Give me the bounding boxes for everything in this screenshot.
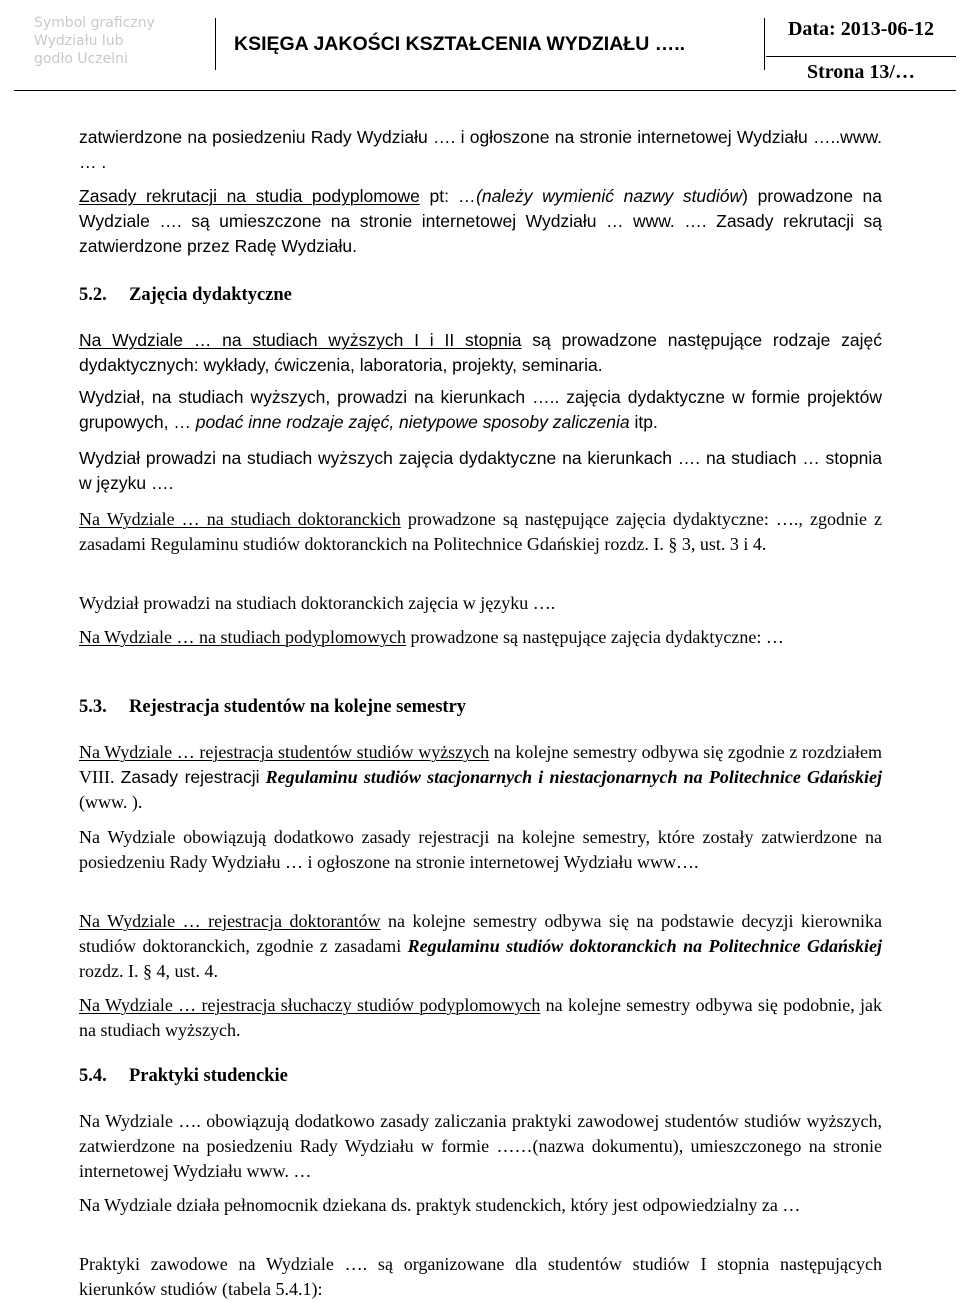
underlined-text: Na Wydziale … rejestracja słuchaczy studiów podyplomowych: [79, 995, 541, 1015]
section-number: 5.2.: [79, 285, 107, 305]
italic-text: podać inne rodzaje zajęć, nietypowe sposoby zaliczenia: [195, 412, 630, 432]
text: Wydział, na studiach wyższych, prowadzi na kierunkach ….. zajęcia dydaktyczne w formie projektów grupowych, …: [79, 387, 882, 432]
paragraph: [79, 328, 882, 378]
section-number: 5.4.: [79, 1066, 107, 1086]
section-heading: [79, 283, 882, 308]
section-title: Zajęcia dydaktyczne: [129, 285, 292, 305]
text: na kolejne semestry odbywa się na podstawie decyzji kierownika studiów doktoranckich, zgodnie z zasadami: [79, 911, 883, 956]
logo-line: Wydziału lub: [34, 33, 124, 49]
paragraph-text: Wydział prowadzi na studiach doktoranckich zajęcia w języku ….: [79, 593, 556, 613]
paragraph: [79, 1252, 882, 1302]
paragraph-text: [79, 507, 882, 557]
paragraph: [79, 909, 882, 984]
paragraph-text: Na Wydziale obowiązują dodatkowo zasady rejestracji na kolejne semestry, które zostały zatwierdzone na posiedzeniu Rady Wydziału … i ogłoszone na stronie internetowej Wydziału www….: [79, 827, 882, 872]
section-title: Praktyki studenckie: [129, 1066, 288, 1086]
paragraph: [79, 740, 882, 815]
paragraph: [79, 825, 882, 875]
paragraph: [79, 125, 882, 175]
underlined-text: Zasady rekrutacji na studia podyplomowe: [79, 186, 420, 206]
text: prowadzone są następujące zajęcia dydaktyczne: …: [406, 627, 784, 647]
paragraph: [79, 1193, 882, 1218]
paragraph: [79, 625, 882, 650]
section-heading: [79, 695, 882, 720]
logo-line: godło Uczelni: [34, 51, 128, 67]
header-meta: [766, 0, 956, 90]
paragraph-text: [79, 328, 882, 378]
paragraph-text: [79, 385, 882, 435]
paragraph-text: [79, 909, 882, 984]
text: na kolejne semestry odbywa się zgodnie z rozdziałem VIII.: [79, 742, 882, 787]
paragraph-text: [79, 184, 882, 259]
text: prowadzone są następujące zajęcia dydaktyczne: …., zgodnie z zasadami Regulaminu studiów doktoranckich na Politechnice Gdańskiej rozdz. I. § 3, ust. 3 i 4.: [79, 509, 882, 554]
text: (www. ).: [79, 792, 143, 812]
underlined-text: Na Wydziale … rejestracja studentów studiów wyższych: [79, 742, 490, 762]
paragraph-text: zatwierdzone na posiedzeniu Rady Wydziału …. i ogłoszone na stronie internetowej Wydziału …..www. … .: [79, 127, 882, 172]
paragraph: [79, 385, 882, 435]
page-number: Strona 13/…: [807, 61, 915, 83]
underlined-text: Na Wydziale … na studiach wyższych I i II stopnia: [79, 330, 522, 350]
underlined-text: Na Wydziale … na studiach podyplomowych: [79, 627, 407, 647]
page-header: [14, 0, 956, 91]
underlined-text: Na Wydziale … rejestracja doktorantów: [79, 911, 381, 931]
paragraph: [79, 184, 882, 259]
paragraph-text: [79, 993, 882, 1043]
text: ) prowadzone na Wydziale …. są umieszczone na stronie internetowej Wydziału … www. …. Zasady rekrutacji są zatwierdzone przez Radę Wydziału.: [79, 186, 882, 256]
paragraph-text: Na Wydziale działa pełnomocnik dziekana ds. praktyk studenckich, który jest odpowiedzialny za …: [79, 1195, 801, 1215]
text: Zasady rejestracji: [120, 767, 260, 787]
bold-italic-text: Regulaminu studiów stacjonarnych i niestacjonarnych na Politechnice Gdańskiej: [259, 767, 882, 787]
logo-line: Symbol graficzny: [34, 15, 155, 31]
document-date: Data: 2013-06-12: [766, 0, 956, 57]
section-title: Rejestracja studentów na kolejne semestry: [129, 697, 467, 717]
text: pt:: [419, 186, 459, 206]
paragraph: [79, 591, 882, 616]
paragraph-text: Na Wydziale …. obowiązują dodatkowo zasady zaliczania praktyki zawodowej studentów studiów wyższych, zatwierdzone na posiedzeniu Rady Wydziału w formie ……(nazwa dokumentu), umieszczonego na stronie internetowej Wydziału www. …: [79, 1111, 882, 1181]
paragraph-text: [79, 625, 882, 650]
paragraph-text: Praktyki zawodowe na Wydziale …. są organizowane dla studentów studiów I stopnia następujących kierunków studiów (tabela 5.4.1):: [79, 1254, 882, 1299]
italic-text: …(należy wymienić nazwy studiów: [458, 186, 743, 206]
paragraph: [79, 507, 882, 557]
section-heading: [79, 1064, 882, 1089]
text: rozdz. I. § 4, ust. 4.: [79, 961, 218, 981]
text: na kolejne semestry odbywa się podobnie, jak na studiach wyższych.: [79, 995, 882, 1040]
logo-placeholder: [34, 14, 194, 68]
section-number: 5.3.: [79, 697, 107, 717]
paragraph-text: Wydział prowadzi na studiach wyższych zajęcia dydaktyczne na kierunkach …. na studiach … stopnia w języku ….: [79, 448, 882, 493]
document-title: KSIĘGA JAKOŚCI KSZTAŁCENIA WYDZIAŁU …..: [215, 18, 765, 70]
paragraph: [79, 1109, 882, 1184]
paragraph: [79, 446, 882, 496]
paragraph: [79, 993, 882, 1043]
bold-italic-text: Regulaminu studiów doktoranckich na Politechnice Gdańskiej: [407, 936, 882, 956]
underlined-text: Na Wydziale … na studiach doktoranckich: [79, 509, 401, 529]
text: itp.: [629, 412, 658, 432]
text: są prowadzone następujące rodzaje zajęć dydaktycznych: wykłady, ćwiczenia, laboratoria, projekty, seminaria.: [79, 330, 882, 375]
paragraph-text: [79, 740, 882, 815]
